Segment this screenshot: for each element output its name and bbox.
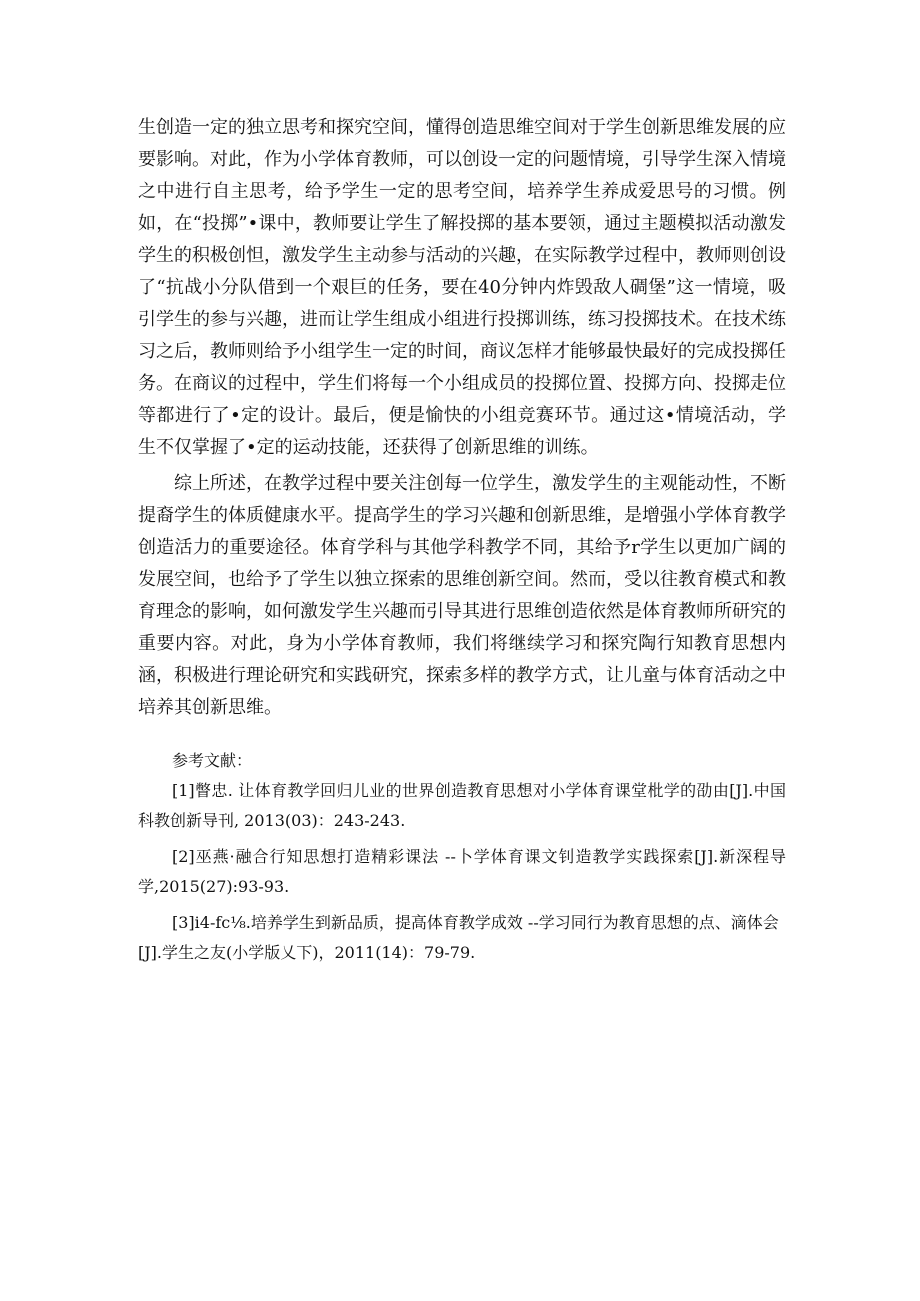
body-paragraph-2: 综上所述，在教学过程中要关注创每一位学生，激发学生的主观能动性，不断提裔学生的体质健康水平。提高学生的学习兴趣和创新思维，是增强小学体育教学创造活力的重要途径。体育学科与其他学科教学不同，其给予r学生以更加广阔的发展空间，也给予了学生以独立探索的思维创新空间。然而，受以往教育模式和教育理念的影响，如何激发学生兴趣而引导其进行思维创造依然是体育教师所研究的重要内容。对此，身为小学体育教师，我们将继续学习和探究陶行知教育思想内涵，积极进行理论研究和实践研究，探索多样的教学方式，让儿童与体育活动之中培养其创新思维。 (138, 473, 786, 718)
reference-item-3: [3]i4-fc⅛.培养学生到新品质，提高体育教学成效 --学习同行为教育思想的点、滴体会 (172, 913, 779, 932)
body-paragraph-1: 生创造一定的独立思考和探究空间，懂得创造思维空间对于学生创新思维发展的应要影响。对此，作为小学体育教师，可以创设一定的问题情境，引导学生深入情境之中进行自主思考，给予学生一定的思考空间，培养学生养成爱思号的习惯。例如，在“投掷”•课中，教师要让学生了解投掷的基本要领，通过主题模拟活动激发学生的积极创怛，激发学生主动参与活动的兴趣，在实际教学过程中，教师则创设了“抗战小分队借到一个艰巨的任务，要在40分钟内炸毁敌人碉堡”这一情境，吸引学生的参与兴趣，进而让学生组成小组进行投掷训练，练习投掷技术。在技术练习之后，教师则给予小组学生一定的时间，商议怎样才能够最快最好的完成投掷任务。在商议的过程中，学生们将每一个小组成员的投掷位置、投掷方向、投掷走位等都进行了•定的设计。最后，便是愉快的小组竞赛环节。通过这•情境活动，学生不仅掌握了•定的运动技能，还获得了创新思维的训练。 (138, 117, 786, 458)
references-section (138, 746, 786, 968)
reference-item-1: [1]瞥忠. 让体育教学回归儿业的世界创造教育思想对小学体育课堂枇学的劭由[J].中国科教创新导刊, 2013(03)：243-243. (138, 781, 786, 830)
document-page (138, 112, 786, 968)
references-heading: 参考文献： (172, 751, 253, 770)
reference-item-2: [2]巫燕·融合行知思想打造精彩课法 --卜学体育课文钊造教学实践探索[J].新深程导学,2015(27):93-93. (138, 847, 786, 896)
reference-item-3-continuation: [J].学生之友(小学版乂下)，2011(14)：79-79. (138, 943, 476, 962)
